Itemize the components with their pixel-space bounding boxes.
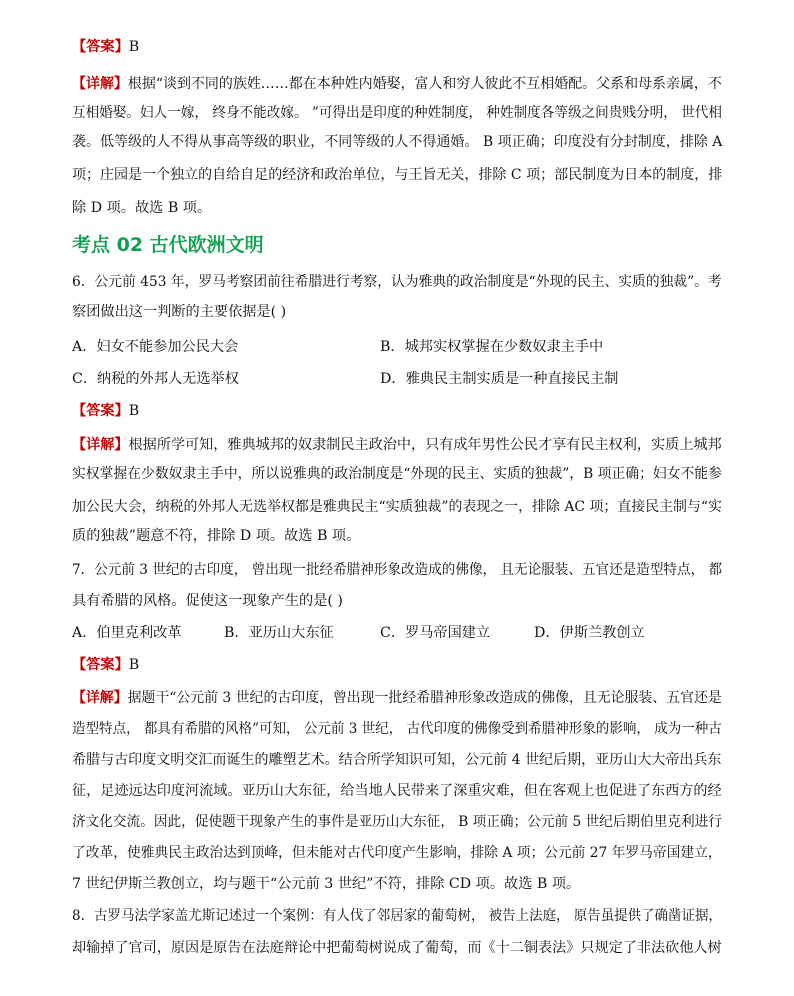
answer-tag: 【答案】 <box>72 403 129 419</box>
q7-detail-line: 【详解】据题干“公元前 3 世纪的古印度，曾出现一批经希腊神形象改造成的佛像，且无论服装、五官还是 <box>72 690 722 706</box>
q7-detail-line: 征，足迹远达印度河流域。亚历山大东征，给当地人民带来了深重灾难，但在客观上也促进了东西方的经 <box>72 783 722 799</box>
q7-detail-line: 造型特点， 都具有希腊的风格”可知， 公元前 3 世纪， 古代印度的佛像受到希腊神形象的影响， 成为一种古 <box>72 721 722 737</box>
section-heading: 考点 02 古代欧洲文明 <box>72 234 264 256</box>
q6-option-d: D．雅典民主制实质是一种直接民主制 <box>380 371 619 387</box>
detail-tag: 【详解】 <box>72 690 128 706</box>
q6-detail-line: 质的独裁”题意不符，排除 D 项。故选 B 项。 <box>72 528 361 544</box>
q5-answer-line <box>72 37 139 57</box>
q6-stem-line: 察团做出这一判断的主要依据是( ) <box>72 304 287 320</box>
q6-detail-line: 【详解】根据所学可知，雅典城邦的奴隶制民主政治中，只有成年男性公民才享有民主权利，实质上城邦 <box>72 437 722 453</box>
q6-detail-line: 加公民大会，纳税的外邦人无选举权都是雅典民主“实质独裁”的表现之一，排除 AC 项；直接民主制与“实 <box>72 499 722 515</box>
q6-answer: B <box>128 403 140 419</box>
detail-tag: 【详解】 <box>72 437 129 453</box>
q7-option-b: B．亚历山大东征 <box>224 625 334 641</box>
q7-answer: B <box>128 657 140 673</box>
q6-option-a: A．妇女不能参加公民大会 <box>72 339 239 355</box>
detail-tag: 【详解】 <box>72 76 128 92</box>
q7-detail-line: 济文化交流。因此，促使题干现象产生的事件是亚历山大东征， B 项正确；公元前 5 世纪后期伯里克利进行 <box>72 814 722 830</box>
q7-detail-line: 了改革，使雅典民主政治达到顶峰，但未能对古代印度产生影响，排除 A 项；公元前 27 年罗马帝国建立， <box>72 845 722 861</box>
q7-stem-line: 7．公元前 3 世纪的古印度， 曾出现一批经希腊神形象改造成的佛像， 且无论服装、五官还是造型特点， 都 <box>72 562 723 578</box>
q5-detail-line: 袭。低等级的人不得从事高等级的职业，不同等级的人不得通婚。 B 项正确；印度没有分封制度，排除 A <box>72 134 723 150</box>
q7-stem-line: 具有希腊的风格。促使这一现象产生的是( ) <box>72 593 343 609</box>
answer-tag: 【答案】 <box>72 657 129 673</box>
q5-detail-line: 项；庄园是一个独立的自给自足的经济和政治单位，与王旨无关，排除 C 项；部民制度为日本的制度，排 <box>72 167 723 183</box>
q7-option-a: A．伯里克利改革 <box>72 625 182 641</box>
q8-stem-line: 却输掉了官司，原因是原告在法庭辩论中把葡萄树说成了葡萄，而《十二铜表法》只规定了非法砍他人树 <box>72 940 722 956</box>
q7-option-d: D．伊斯兰教创立 <box>534 625 645 641</box>
q5-detail-line: 互相婚娶。妇人一嫁， 终身不能改嫁。 ”可得出是印度的种姓制度， 种姓制度各等级之间贵贱分明， 世代相 <box>72 105 722 121</box>
q6-detail-line: 实权掌握在少数奴隶主手中，所以说雅典的政治制度是“外现的民主、实质的独裁”，B 项正确；妇女不能参 <box>72 466 722 482</box>
q7-detail-line: 希腊与古印度文明交汇而诞生的雕塑艺术。结合所学知识可知，公元前 4 世纪后期，亚历山大大帝出兵东 <box>72 752 722 768</box>
q5-detail-line: 除 D 项。故选 B 项。 <box>72 200 212 216</box>
q7-detail-line: 7 世纪伊斯兰教创立，均与题干“公元前 3 世纪”不符，排除 CD 项。故选 B 项。 <box>72 876 581 892</box>
q6-stem-line: 6．公元前 453 年，罗马考察团前往希腊进行考察，认为雅典的政治制度是“外现的民主、实质的独裁”。考 <box>72 274 722 290</box>
q6-option-c: C．纳税的外邦人无选举权 <box>72 371 239 387</box>
q5-answer: B <box>128 39 140 55</box>
answer-tag: 【答案】 <box>72 39 129 55</box>
q8-stem-line: 8．古罗马法学家盖尤斯记述过一个案例：有人伐了邻居家的葡萄树， 被告上法庭， 原告虽提供了确凿证据， <box>72 908 722 924</box>
q7-answer-line <box>72 655 139 675</box>
q6-option-b: B．城邦实权掌握在少数奴隶主手中 <box>380 339 604 355</box>
q6-answer-line <box>72 401 139 421</box>
q7-option-c: C．罗马帝国建立 <box>380 625 491 641</box>
q5-detail-line: 【详解】根据“谈到不同的族姓……都在本种姓内婚娶，富人和穷人彼此不互相婚配。父系和母系亲属，不 <box>72 76 722 92</box>
